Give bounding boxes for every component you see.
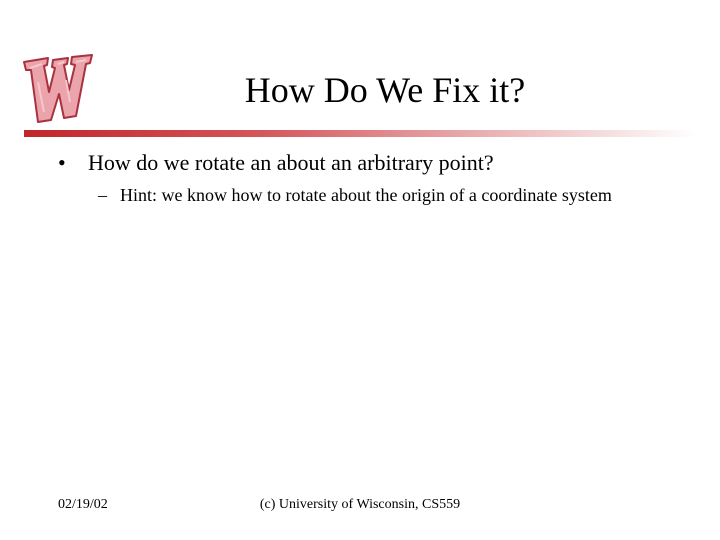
sub-bullet-item — [98, 182, 612, 208]
title-underline — [24, 130, 696, 137]
bullet-text: How do we rotate an about an arbitrary point? — [88, 150, 494, 175]
slide-title: How Do We Fix it? — [244, 70, 526, 110]
footer-date: 02/19/02 — [58, 497, 108, 512]
wisconsin-w-logo-icon — [18, 52, 96, 124]
sub-bullet-marker: – — [98, 185, 107, 205]
bullet-item — [58, 148, 494, 178]
footer-copyright: (c) University of Wisconsin, CS559 — [259, 497, 461, 512]
bullet-marker: • — [58, 150, 66, 175]
sub-bullet-text: Hint: we know how to rotate about the origin of a coordinate system — [120, 185, 612, 205]
